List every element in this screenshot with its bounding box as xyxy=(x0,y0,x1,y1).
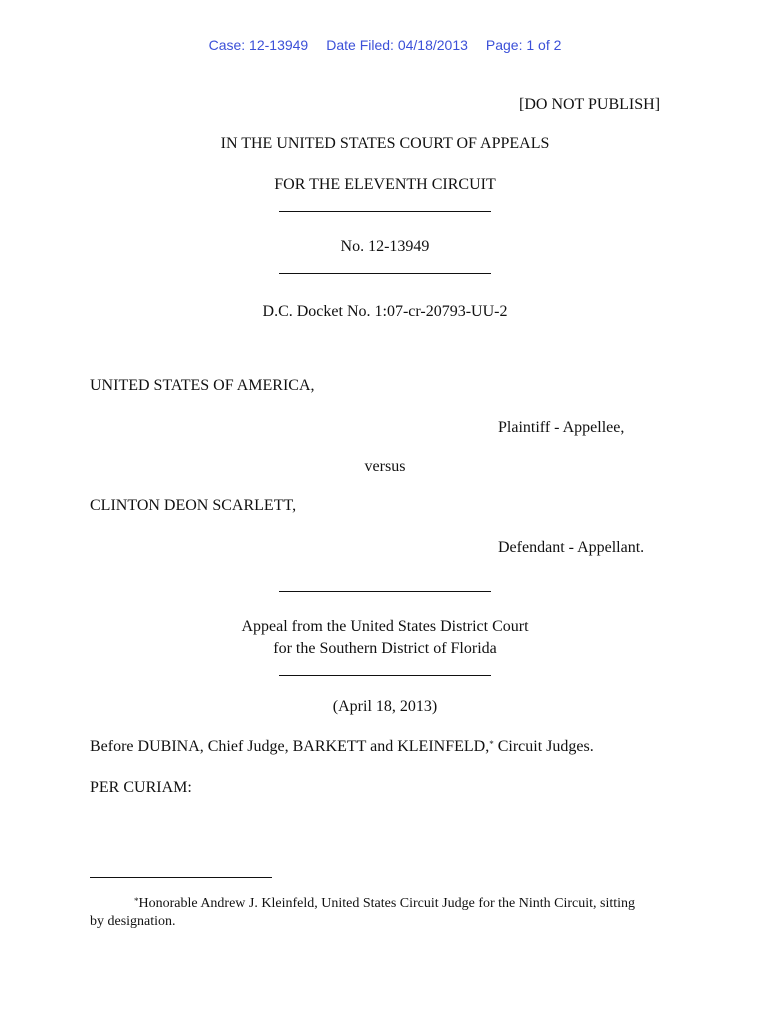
defendant-role: Defendant - Appellant. xyxy=(498,539,645,556)
publish-note: [DO NOT PUBLISH] xyxy=(519,96,661,113)
divider-rule xyxy=(279,211,491,212)
footnote-text-2: by designation. xyxy=(90,914,176,929)
docket-number: D.C. Docket No. 1:07-cr-20793-UU-2 xyxy=(262,303,508,320)
per-curiam-heading: PER CURIAM: xyxy=(90,779,192,796)
footnote-separator xyxy=(90,877,272,878)
circuit-name: FOR THE ELEVENTH CIRCUIT xyxy=(274,176,496,193)
case-number: No. 12-13949 xyxy=(340,238,430,255)
divider-rule xyxy=(279,591,491,592)
panel-line xyxy=(90,737,594,757)
panel-before: Before DUBINA, Chief Judge, BARKETT and KLEINFELD, xyxy=(90,738,490,755)
footnote-mark: * xyxy=(134,896,139,906)
decision-date: (April 18, 2013) xyxy=(332,698,438,715)
plaintiff-role: Plaintiff - Appellee, xyxy=(498,419,625,436)
plaintiff-name: UNITED STATES OF AMERICA, xyxy=(90,377,315,394)
court-name: IN THE UNITED STATES COURT OF APPEALS xyxy=(220,135,550,152)
footnote xyxy=(90,895,690,931)
footnote-ref: * xyxy=(489,739,494,749)
versus-label: versus xyxy=(364,458,406,475)
footnote-text-1: Honorable Andrew J. Kleinfeld, United States Circuit Judge for the Ninth Circuit, sitting xyxy=(138,896,636,911)
panel-after: Circuit Judges. xyxy=(493,738,594,755)
appeal-line-2: for the Southern District of Florida xyxy=(273,640,497,657)
defendant-name: CLINTON DEON SCARLETT, xyxy=(90,497,297,514)
page-stamp: Page: 1 of 2 xyxy=(485,37,562,53)
footnote-line-1 xyxy=(90,895,690,913)
divider-rule xyxy=(279,273,491,274)
case-stamp: Case: 12-13949 xyxy=(208,37,309,53)
appeal-line-1: Appeal from the United States District Court xyxy=(241,618,529,635)
filing-stamp xyxy=(0,37,770,53)
divider-rule xyxy=(279,675,491,676)
date-filed-stamp: Date Filed: 04/18/2013 xyxy=(326,37,468,53)
